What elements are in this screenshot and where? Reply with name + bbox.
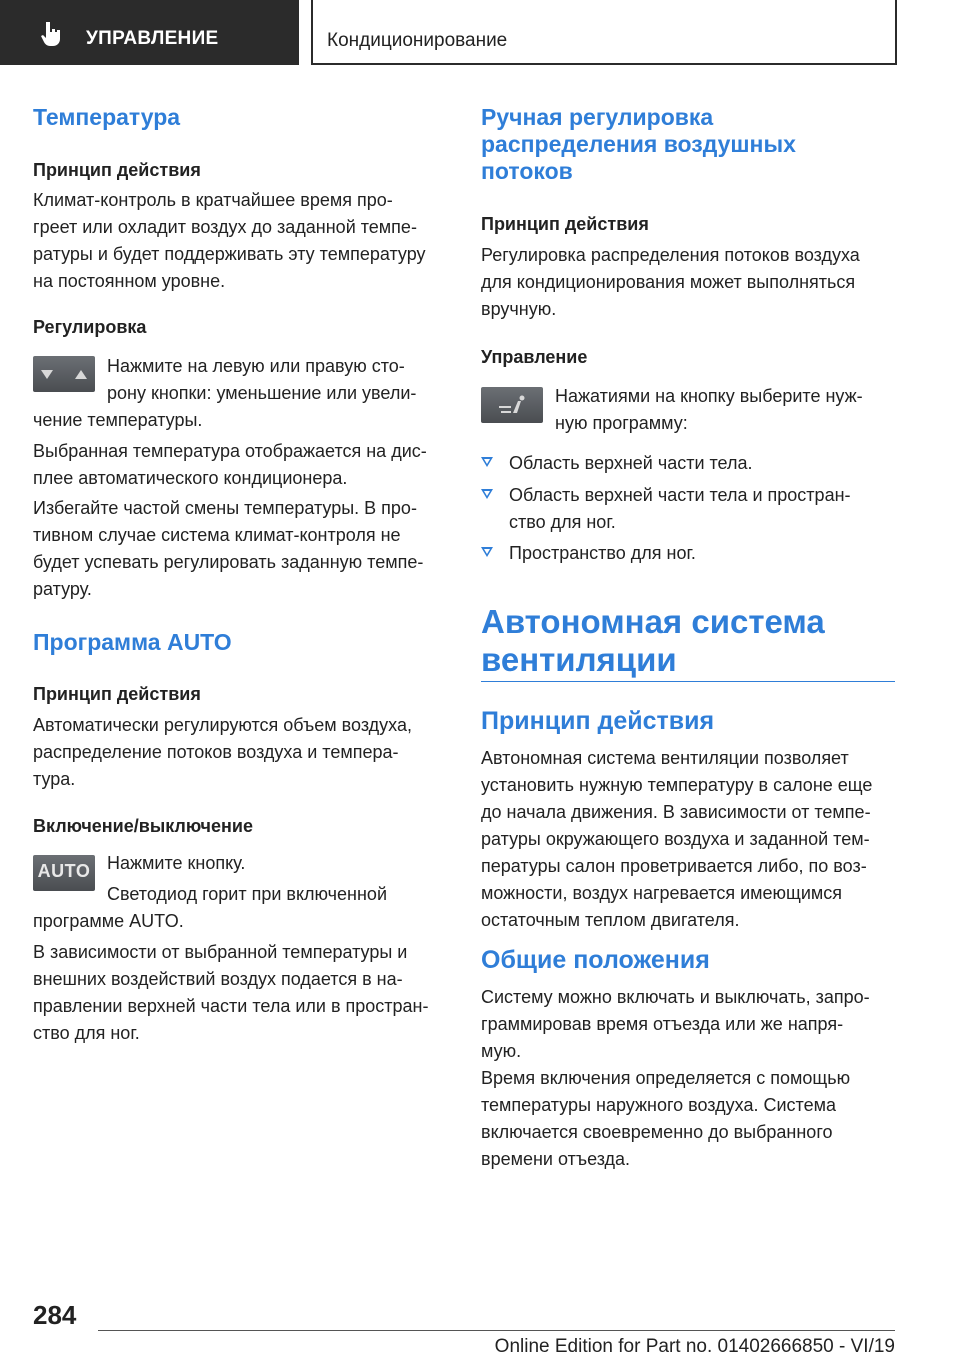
temperature-button-image [33, 356, 95, 392]
heading-temperature: Температура [33, 104, 181, 130]
heading-autonomous-ventilation: Автономная система вентиляции [481, 603, 825, 678]
heading-general: Общие положения [481, 946, 710, 974]
chapter-label: Кондиционирование [327, 30, 508, 51]
section-divider [481, 681, 895, 682]
subheading-regulation: Регулировка [33, 317, 147, 337]
paragraph-temp-principle: Климат-контроль в кратчайшее время про- греет или охладит воздух до заданной темпе- ратуры и будет поддерживать эту температуру на постоянном уровне. [33, 190, 426, 291]
paragraph-vent-principle: Автономная система вентиляции позволяет установить нужную температуру в салоне еще до начала движения. В зависимости от темпе- ратуры окружающего воздуха и заданной тем- пературы салон проветривается либо, по воз- можности, воздух нагревается имеющимся остаточным теплом двигателя. [481, 748, 873, 930]
section-label: УПРАВЛЕНИЕ [86, 28, 219, 49]
auto-button-image [33, 855, 95, 891]
air-distribution-button-image [481, 387, 543, 423]
paragraph-auto-led-a: Светодиод горит при включенной [107, 884, 387, 904]
bullet-triangle-icon [481, 547, 493, 557]
heading-vent-principle: Принцип действия [481, 707, 715, 735]
subheading-principle: Принцип действия [33, 160, 201, 180]
paragraph-manual-principle: Регулировка распределения потоков воздуха для кондиционирования может выполняться вручную. [481, 245, 860, 319]
chapter-tab [311, 0, 897, 65]
paragraph-temp-display: Выбранная температура отображается на дис- плее автоматического кондиционера. [33, 441, 427, 488]
paragraph-auto-press: Нажмите кнопку. [107, 853, 246, 873]
subheading-on-off: Включение/выключение [33, 816, 253, 836]
paragraph-auto-led-b: программе AUTO. [33, 911, 184, 931]
bullet-triangle-icon [481, 489, 493, 499]
paragraph-temp-reg-a: Нажмите на левую или правую сто- рону кнопки: уменьшение или увели- [107, 356, 417, 403]
subheading-control: Управление [481, 347, 588, 367]
arrow-down-icon [41, 370, 53, 379]
page-number: 284 [33, 1300, 77, 1330]
subheading-manual-principle: Принцип действия [481, 214, 649, 234]
heading-manual-distribution: Ручная регулировка распределения воздушных потоков [481, 104, 796, 184]
footer-edition: Online Edition for Part no. 01402666850 - VI/19 [494, 1336, 895, 1357]
heading-auto-program: Программа AUTO [33, 629, 232, 655]
hand-pointer-icon [40, 21, 64, 47]
paragraph-temp-avoid: Избегайте частой смены температуры. В про- тивном случае система климат-контроля не будет успевать регулировать заданную темпе- ратуру. [33, 498, 424, 599]
paragraph-temp-reg-b: чение температуры. [33, 410, 203, 430]
section-tab [0, 0, 299, 65]
bullet-triangle-icon [481, 457, 493, 467]
paragraph-manual-control: Нажатиями на кнопку выберите нуж- ную программу: [555, 386, 863, 433]
air-distribution-icon [497, 393, 527, 417]
paragraph-general: Систему можно включать и выключать, запро- граммировав время отъезда или же напря- мую. [481, 987, 870, 1061]
paragraph-auto-dependency: В зависимости от выбранной температуры и внешних воздействий воздух подается в на- правлении верхней части тела или в простран- ство для ног. [33, 942, 429, 1043]
paragraph-auto-principle: Автоматически регулируются объем воздуха, распределение потоков воздуха и темпера- тура. [33, 715, 412, 789]
paragraph-general-time: Время включения определяется с помощью температуры наружного воздуха. Система включается своевременно до выбранного времени отъезда. [481, 1068, 851, 1169]
auto-button-label: AUTO [37, 861, 91, 881]
arrow-up-icon [75, 370, 87, 379]
footer-divider [98, 1330, 895, 1331]
subheading-auto-principle: Принцип действия [33, 684, 201, 704]
